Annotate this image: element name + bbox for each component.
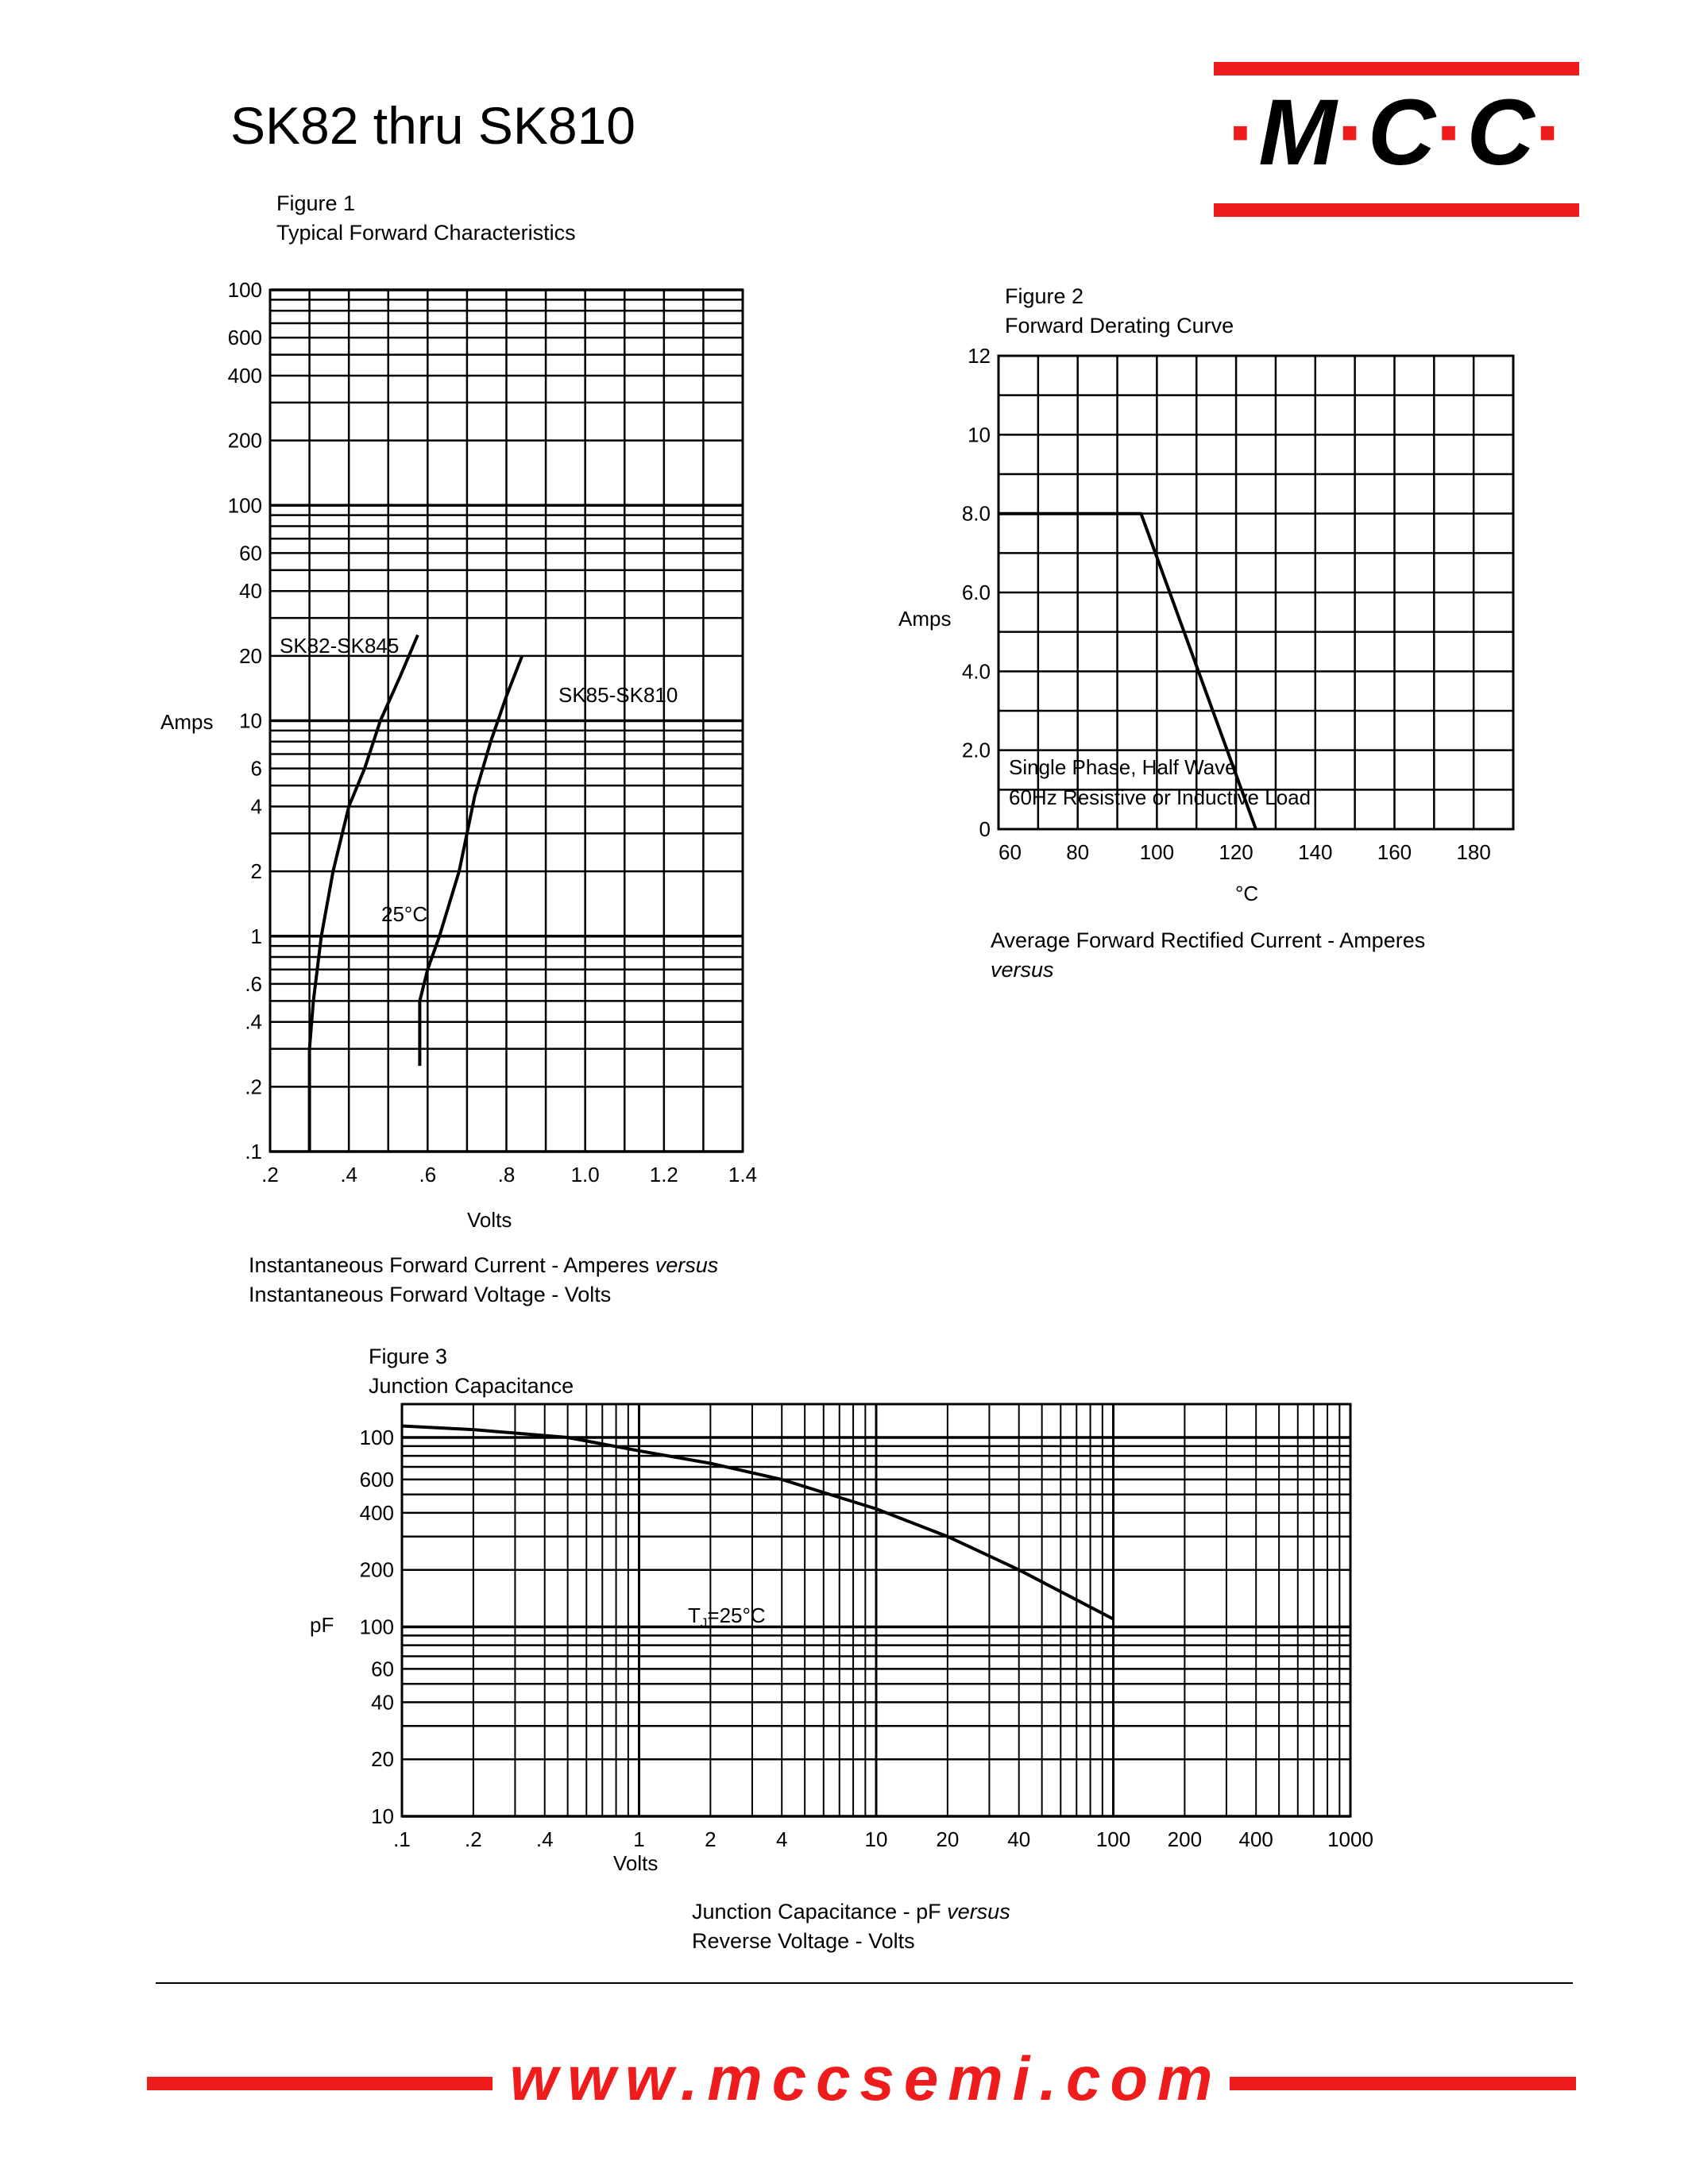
fig1-y-tick-label: 20 xyxy=(239,643,262,668)
footer-bar-left xyxy=(147,2077,492,2090)
fig3-x-tick-label: 100 xyxy=(1095,1827,1131,1851)
fig3-temp-label: $T_J=25^\circ C$ xyxy=(688,1603,766,1630)
logo-dot: · xyxy=(1227,80,1259,185)
fig2-x-tick-label: 120 xyxy=(1219,840,1253,864)
fig3-x-tick-label: 2 xyxy=(705,1827,717,1851)
logo-dot: · xyxy=(1534,80,1566,185)
fig2-y-tick-label: 8.0 xyxy=(961,501,991,526)
fig3-y-tick-label: 10 xyxy=(371,1804,394,1828)
fig2-label: Figure 2 xyxy=(1005,284,1084,308)
fig2-x-tick-label: 60 xyxy=(999,840,1022,864)
fig2-y-tick-label: 0 xyxy=(979,817,991,841)
fig3-label: Figure 3 xyxy=(369,1345,448,1368)
fig1-series-label-sk82: SK82-SK845 xyxy=(280,634,400,658)
fig3-caption-versus: versus xyxy=(947,1900,1010,1924)
logo-letter-c2: C xyxy=(1466,80,1535,185)
fig1-x-tick-label: .6 xyxy=(419,1163,437,1187)
fig3-x-tick-label: .2 xyxy=(465,1827,482,1851)
fig2-x-tick-label: 140 xyxy=(1298,840,1333,864)
fig3-y-tick-label: 100 xyxy=(359,1615,394,1639)
fig3-y-tick-label: 40 xyxy=(371,1690,394,1715)
fig1-label: Figure 1 xyxy=(276,191,356,215)
fig1-x-tick-label: 1.2 xyxy=(649,1163,678,1187)
fig1-caption-line1: Instantaneous Forward Current - Amperes xyxy=(249,1253,655,1277)
fig1-series-line-0 xyxy=(310,635,418,1152)
fig1-x-tick-label: .4 xyxy=(340,1163,358,1187)
fig1-name: Typical Forward Characteristics xyxy=(276,221,576,245)
fig3-x-tick-label: .1 xyxy=(393,1827,411,1851)
fig1-y-tick-label: 100 xyxy=(227,278,262,302)
fig3-x-tick-label: 200 xyxy=(1167,1827,1203,1851)
fig2-y-tick-label: 10 xyxy=(968,423,991,447)
fig3-x-tick-label: 1000 xyxy=(1327,1827,1373,1851)
fig3-caption-line1: Junction Capacitance - pF xyxy=(692,1900,948,1924)
fig3-y-tick-label: 200 xyxy=(359,1557,394,1582)
fig1-y-tick-label: 2 xyxy=(250,859,262,884)
fig3-x-tick-label: 400 xyxy=(1238,1827,1273,1851)
fig1-caption-line2: Instantaneous Forward Voltage - Volts xyxy=(249,1283,612,1306)
fig2-x-tick-label: 180 xyxy=(1456,840,1491,864)
fig3-caption-line2: Reverse Voltage - Volts xyxy=(692,1929,915,1953)
fig2-caption-line1: Average Forward Rectified Current - Amperes xyxy=(991,928,1426,952)
fig1-y-tick-label: 100 xyxy=(227,493,262,518)
fig1-x-tick-label: .8 xyxy=(497,1163,516,1187)
fig3-x-axis-label: Volts xyxy=(613,1851,659,1875)
fig1-y-tick-label: 60 xyxy=(239,541,262,565)
fig2-x-tick-label: 100 xyxy=(1139,840,1175,864)
fig2-y-tick-label: 12 xyxy=(968,344,991,368)
fig1-y-tick-label: .4 xyxy=(245,1009,262,1034)
fig2-name: Forward Derating Curve xyxy=(1005,314,1234,338)
fig3-x-tick-label: 4 xyxy=(775,1827,788,1851)
fig1-y-tick-label: 1 xyxy=(250,924,262,948)
fig2-y-tick-label: 4.0 xyxy=(961,659,991,684)
fig2-note-line1: Single Phase, Half Wave xyxy=(1009,755,1237,779)
fig1-series-label-sk85: SK85-SK810 xyxy=(558,683,678,707)
fig2-y-tick-label: 6.0 xyxy=(961,581,991,604)
fig3-x-tick-label: 20 xyxy=(936,1827,960,1851)
fig3-x-tick-label: .4 xyxy=(535,1827,554,1851)
fig2-y-axis-label: Amps xyxy=(898,607,952,631)
fig1-x-tick-label: 1.0 xyxy=(570,1163,600,1187)
fig1-x-axis-label: Volts xyxy=(467,1208,512,1232)
fig1-y-tick-label: .1 xyxy=(245,1140,262,1163)
logo-letter-c: C xyxy=(1367,80,1436,185)
fig1-y-tick-label: .2 xyxy=(245,1075,262,1099)
fig1-y-tick-label: 400 xyxy=(227,363,262,388)
fig2-note-line2: 60Hz Resistive or Inductive Load xyxy=(1009,785,1311,809)
footer-url[interactable]: www.mccsemi.com xyxy=(509,2043,1223,2113)
fig3-name: Junction Capacitance xyxy=(369,1374,574,1398)
fig3-y-tick-label: 100 xyxy=(359,1425,394,1449)
fig3-y-tick-label: 600 xyxy=(359,1467,394,1491)
fig1-x-tick-label: .2 xyxy=(261,1163,279,1187)
footer-rule xyxy=(156,1982,1573,1984)
fig3-y-tick-label: 60 xyxy=(371,1657,394,1681)
fig1-caption-versus: versus xyxy=(655,1253,719,1277)
fig2-x-tick-label: 160 xyxy=(1377,840,1412,864)
fig1-y-tick-label: 4 xyxy=(250,794,262,819)
fig3-x-tick-label: 10 xyxy=(864,1827,888,1851)
logo-letter-m: M xyxy=(1258,80,1337,185)
fig2-y-tick-label: 2.0 xyxy=(961,738,991,762)
fig2-x-tick-label: 80 xyxy=(1066,840,1090,864)
fig1-x-tick-label: 1.4 xyxy=(728,1163,758,1187)
logo-dot: · xyxy=(1435,80,1467,185)
fig1-y-tick-label: 200 xyxy=(227,428,262,453)
fig2-caption-versus: versus xyxy=(991,958,1054,982)
fig3-y-axis-label: pF xyxy=(310,1613,334,1637)
footer-bar-right xyxy=(1230,2077,1576,2090)
fig2-x-axis-label: °C xyxy=(1235,882,1259,905)
fig1-temp-label: 25°C xyxy=(381,902,428,926)
fig1-y-tick-label: .6 xyxy=(245,971,262,996)
fig1-y-tick-label: 40 xyxy=(239,579,262,604)
fig1-y-tick-label: 10 xyxy=(239,708,262,733)
logo-dot: · xyxy=(1336,80,1368,185)
fig1-y-tick-label: 6 xyxy=(250,756,262,781)
fig3-y-tick-label: 20 xyxy=(371,1747,394,1772)
fig1-y-axis-label: Amps xyxy=(160,710,214,734)
fig3-x-tick-label: 1 xyxy=(633,1827,645,1851)
fig1-y-tick-label: 600 xyxy=(227,326,262,350)
fig3-y-tick-label: 400 xyxy=(359,1500,394,1525)
page-title: SK82 thru SK810 xyxy=(230,96,636,155)
fig3-x-tick-label: 40 xyxy=(1007,1827,1031,1851)
